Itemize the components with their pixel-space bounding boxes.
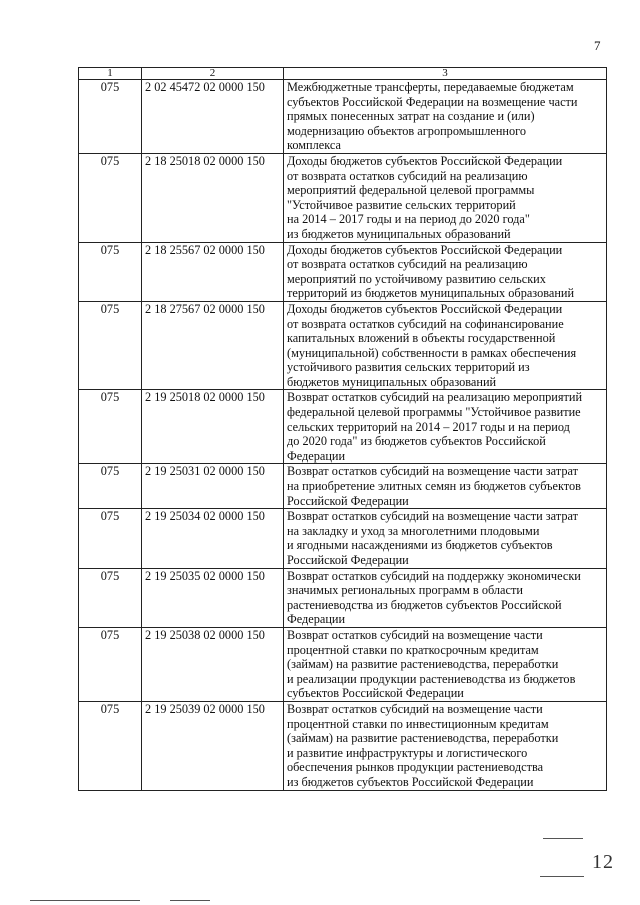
revenue-name-line: Межбюджетные трансферты, передаваемые бюджетам [287, 80, 574, 94]
revenue-name-line: Федерации [287, 612, 346, 627]
budget-classification-code-cell: 2 02 45472 02 0000 150 [142, 80, 284, 154]
budget-classification-code-cell: 2 18 25018 02 0000 150 [142, 153, 284, 242]
revenue-name-line: из бюджетов субъектов Российской Федерации [287, 774, 534, 789]
revenue-codes-table [78, 67, 607, 791]
revenue-name-line: обеспечения рынков продукции растениеводства [287, 760, 544, 775]
admin-code-cell: 075 [79, 80, 142, 154]
table-row [79, 701, 607, 790]
table-body [79, 80, 607, 791]
revenue-name-line: Возврат остатков субсидий на поддержку экономически [287, 568, 581, 583]
revenue-name-line: из бюджетов муниципальных образований [287, 226, 511, 241]
revenue-name-line: сельских территорий на 2014 – 2017 годы и на период [287, 419, 570, 434]
budget-classification-code-cell: 2 19 25034 02 0000 150 [142, 509, 284, 568]
revenue-name-line: процентной ставки по краткосрочным кредитам [287, 642, 539, 657]
revenue-name-line: бюджетов муниципальных образований [287, 374, 497, 389]
admin-code-cell: 075 [79, 301, 142, 390]
revenue-name-line: (муниципальной) собственности в рамках обеспечения [287, 345, 577, 360]
admin-code-cell: 075 [79, 390, 142, 464]
revenue-name-line: значимых региональных программ в области [287, 583, 523, 598]
revenue-name-cell [284, 568, 607, 627]
revenue-name-line: от возврата остатков субсидий на софинансирование [287, 316, 564, 331]
revenue-name-line: субъектов Российской Федерации [287, 686, 464, 701]
revenue-name-line: и реализации продукции растениеводства из бюджетов [287, 671, 576, 686]
revenue-name-line: мероприятий по устойчивому развитию сельских [287, 271, 546, 286]
revenue-name-line: Российской Федерации [287, 553, 409, 567]
revenue-name-line: Возврат остатков субсидий на возмещение части [287, 701, 543, 716]
revenue-name-line: (займам) на развитие растениеводства, переработки [287, 657, 559, 672]
revenue-name-line: до 2020 года" из бюджетов субъектов Российской [287, 434, 546, 449]
scan-artifact-line [540, 876, 584, 877]
revenue-name-line: растениеводства из бюджетов субъектов Российской [287, 597, 562, 612]
admin-code-cell: 075 [79, 701, 142, 790]
table-row [79, 390, 607, 464]
header-col-3: 3 [284, 68, 607, 80]
revenue-name-line: федеральной целевой программы "Устойчивое развитие [287, 405, 581, 420]
revenue-name-line: от возврата остатков субсидий на реализацию [287, 257, 528, 272]
revenue-name-cell [284, 80, 607, 154]
budget-classification-code-cell: 2 19 25038 02 0000 150 [142, 627, 284, 701]
revenue-name-line: комплекса [287, 138, 341, 153]
revenue-name-line: прямых понесенных затрат на создание и (или) [287, 109, 535, 124]
revenue-name-line: Возврат остатков субсидий на возмещение части затрат [287, 509, 578, 524]
revenue-name-line: Возврат остатков субсидий на возмещение части [287, 627, 543, 642]
revenue-name-line: "Устойчивое развитие сельских территорий [287, 197, 516, 212]
admin-code-cell: 075 [79, 242, 142, 301]
revenue-name-line: и развитие инфраструктуры и логистического [287, 745, 528, 760]
revenue-name-line: капитальных вложений в объекты государственной [287, 331, 556, 346]
revenue-name-cell [284, 390, 607, 464]
revenue-name-line: территорий из бюджетов муниципальных образований [287, 286, 575, 301]
revenue-name-cell [284, 153, 607, 242]
table-row [79, 464, 607, 509]
revenue-name-line: модернизацию объектов агропромышленного [287, 123, 527, 138]
table-row [79, 627, 607, 701]
budget-classification-code-cell: 2 18 27567 02 0000 150 [142, 301, 284, 390]
budget-classification-code-cell: 2 19 25018 02 0000 150 [142, 390, 284, 464]
revenue-name-line: Российской Федерации [287, 493, 409, 508]
revenue-name-line: (займам) на развитие растениеводства, переработки [287, 731, 559, 746]
revenue-name-line: Федерации [287, 448, 346, 463]
revenue-name-line: и ягодными насаждениями из бюджетов субъектов [287, 538, 553, 553]
table-row [79, 509, 607, 568]
scan-artifact-line [543, 838, 583, 839]
header-col-2: 2 [142, 68, 284, 80]
table-row [79, 301, 607, 390]
table-row [79, 153, 607, 242]
revenue-name-line: Доходы бюджетов субъектов Российской Федерации [287, 153, 563, 168]
revenue-name-line: на 2014 – 2017 годы и на период до 2020 года" [287, 212, 530, 227]
revenue-name-line: устойчивого развития сельских территорий из [287, 360, 530, 375]
admin-code-cell: 075 [79, 509, 142, 568]
revenue-name-line: Доходы бюджетов субъектов Российской Федерации [287, 242, 563, 257]
revenue-name-line: мероприятий федеральной целевой программы [287, 183, 535, 198]
table-row [79, 80, 607, 154]
revenue-name-line: на приобретение элитных семян из бюджетов субъектов [287, 479, 581, 494]
revenue-name-cell [284, 701, 607, 790]
admin-code-cell: 075 [79, 464, 142, 509]
revenue-name-cell [284, 509, 607, 568]
budget-classification-code-cell: 2 19 25035 02 0000 150 [142, 568, 284, 627]
table-row [79, 568, 607, 627]
budget-classification-code-cell: 2 19 25039 02 0000 150 [142, 701, 284, 790]
revenue-name-cell [284, 627, 607, 701]
revenue-name-line: Возврат остатков субсидий на реализацию мероприятий [287, 390, 583, 405]
budget-classification-code-cell: 2 18 25567 02 0000 150 [142, 242, 284, 301]
revenue-name-line: на закладку и уход за многолетними плодовыми [287, 523, 540, 538]
page-number: 7 [594, 38, 601, 53]
scan-artifact-line [30, 900, 140, 901]
admin-code-cell: 075 [79, 627, 142, 701]
table-header-row [79, 68, 607, 80]
revenue-name-cell [284, 464, 607, 509]
header-col-1: 1 [79, 68, 142, 80]
budget-classification-code-cell: 2 19 25031 02 0000 150 [142, 464, 284, 509]
admin-code-cell: 075 [79, 568, 142, 627]
revenue-name-line: субъектов Российской Федерации на возмещение части [287, 94, 578, 109]
admin-code-cell: 075 [79, 153, 142, 242]
archive-stamp-number: 12 [592, 851, 614, 873]
revenue-name-cell [284, 242, 607, 301]
revenue-name-line: процентной ставки по инвестиционным кредитам [287, 716, 549, 731]
revenue-name-cell [284, 301, 607, 390]
revenue-name-line: Возврат остатков субсидий на возмещение части затрат [287, 464, 578, 479]
scan-artifact-line [170, 900, 210, 901]
revenue-name-line: Доходы бюджетов субъектов Российской Федерации [287, 301, 563, 316]
table-row [79, 242, 607, 301]
revenue-name-line: от возврата остатков субсидий на реализацию [287, 168, 528, 183]
